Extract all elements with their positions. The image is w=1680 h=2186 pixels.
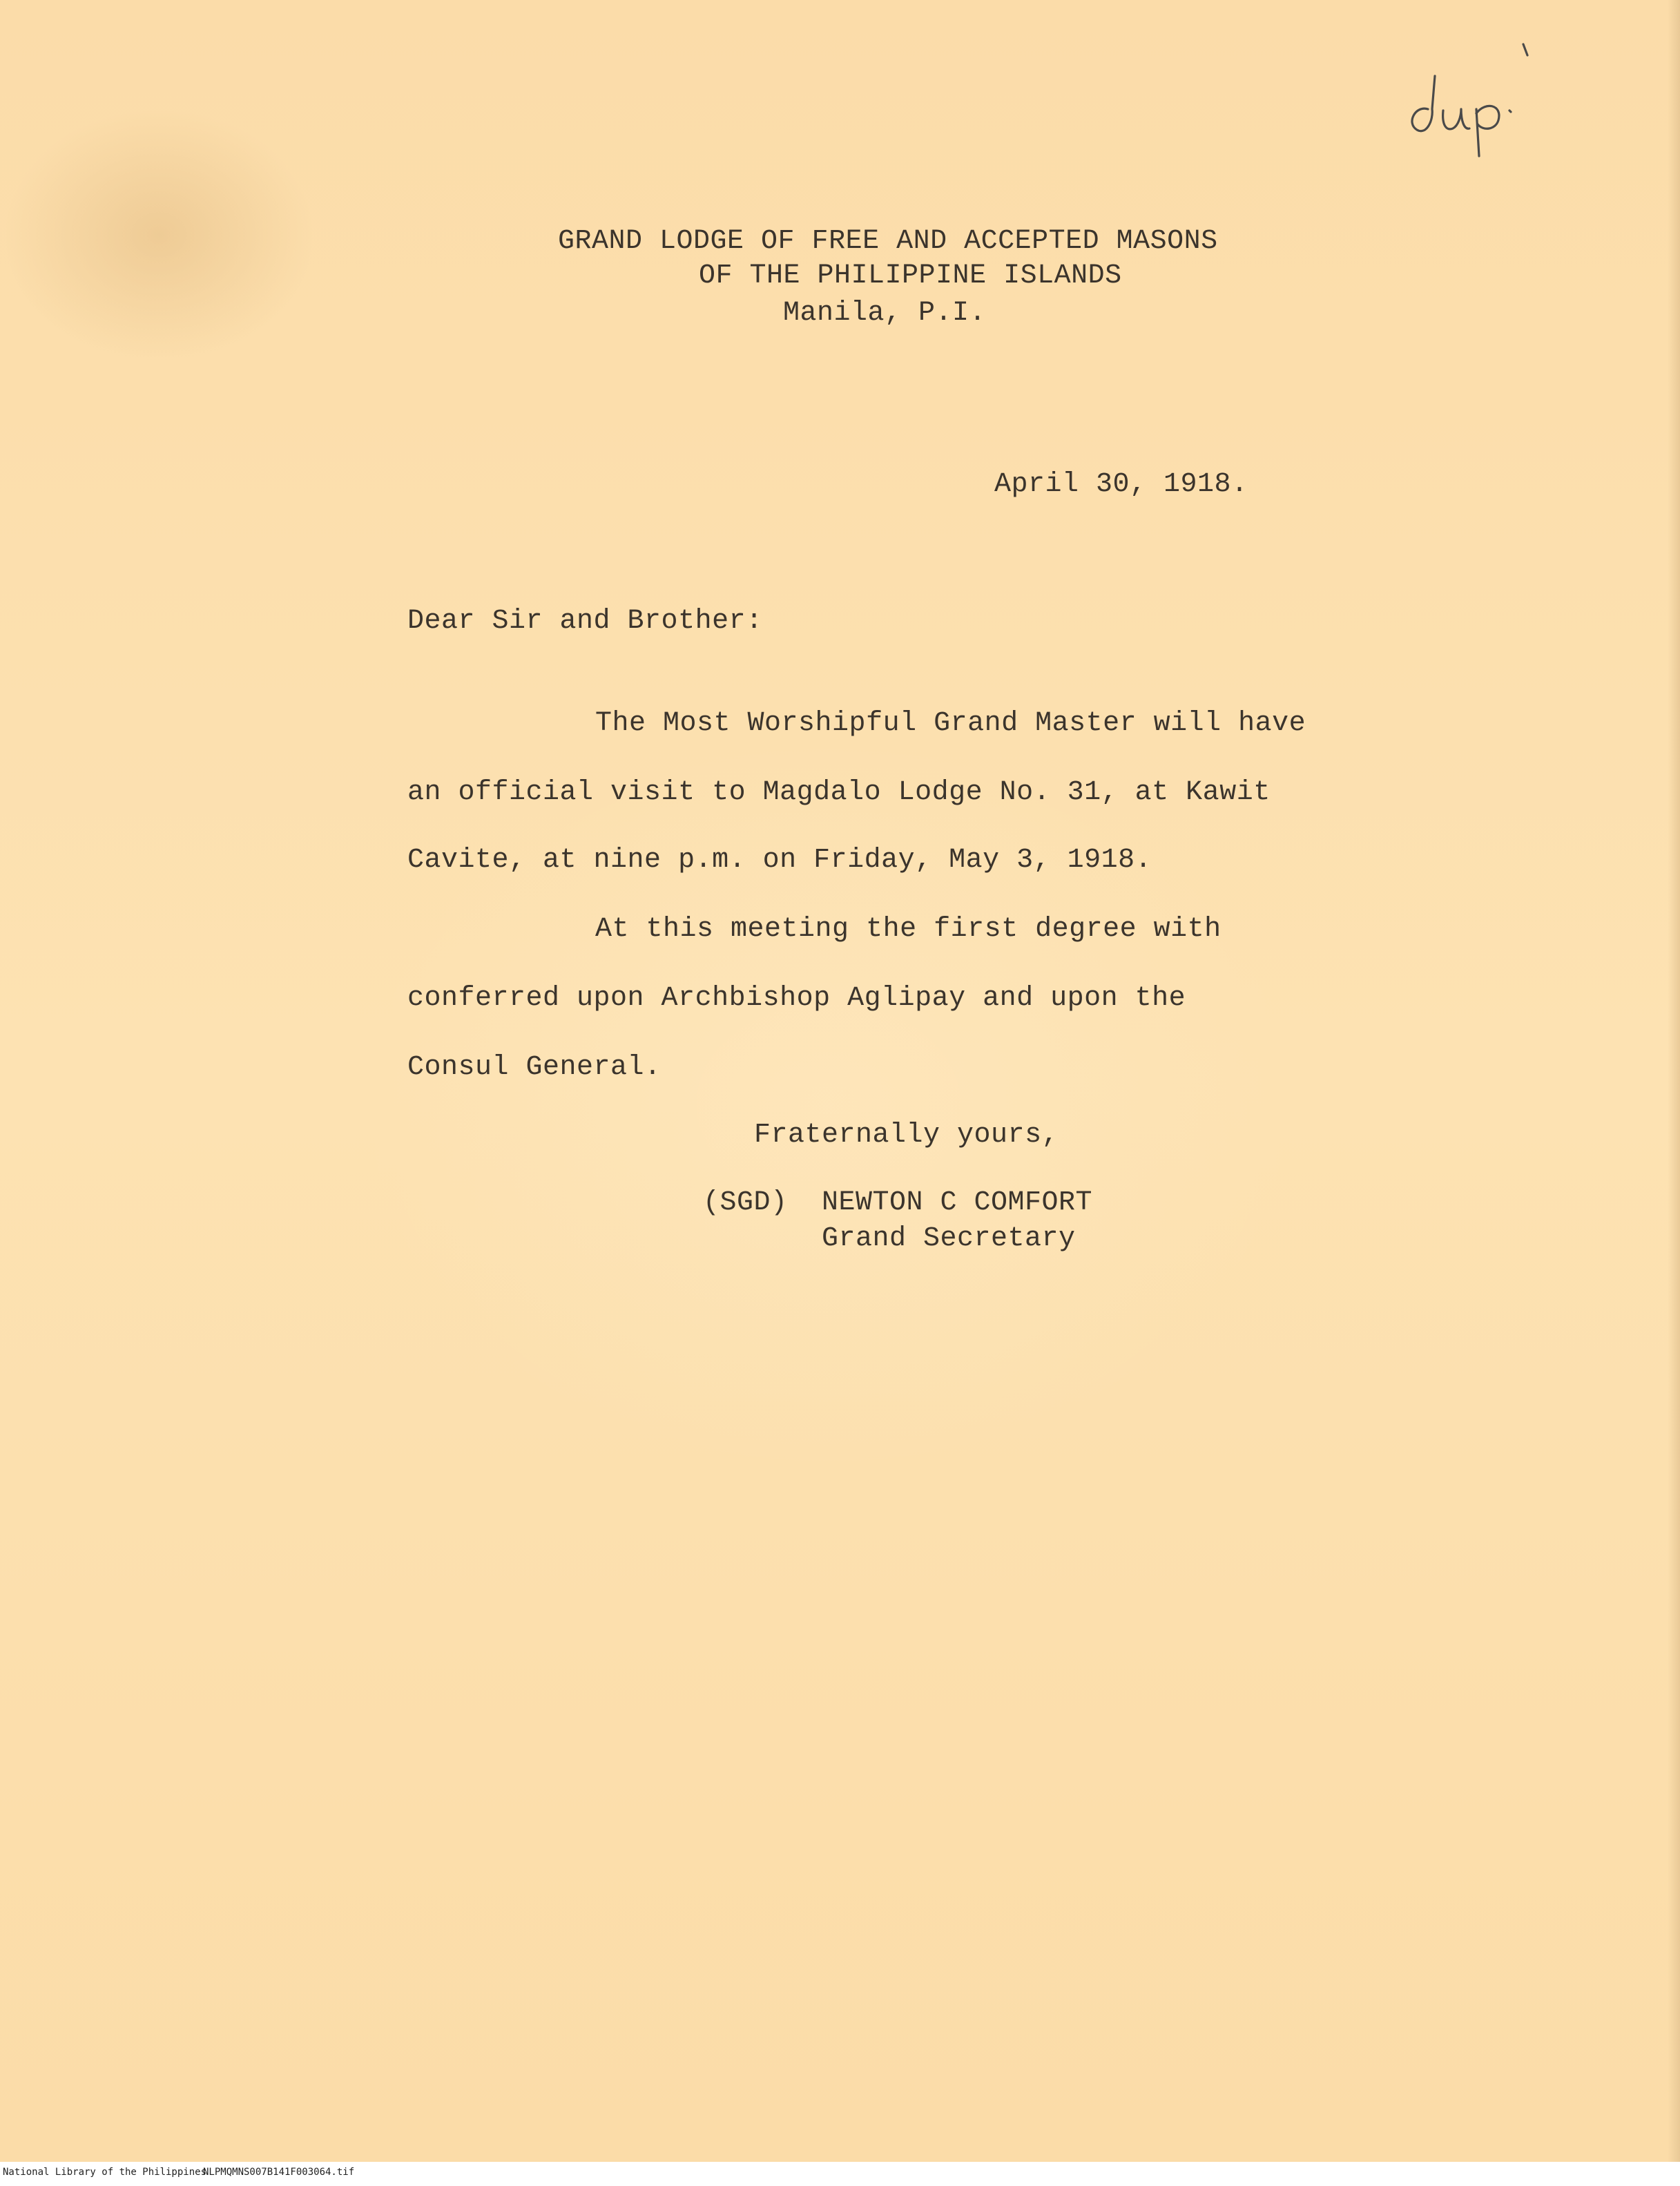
scan-footer xyxy=(0,2163,1680,2186)
body-paragraph-1-line-1: The Most Worshipful Grand Master will have xyxy=(595,708,1306,739)
letterhead-line-1: GRAND LODGE OF FREE AND ACCEPTED MASONS xyxy=(558,226,1218,257)
body-paragraph-2-line-3: Consul General. xyxy=(407,1052,662,1083)
signature-mark: (SGD) xyxy=(703,1187,788,1218)
body-paragraph-1-line-3: Cavite, at nine p.m. on Friday, May 3, 1918. xyxy=(407,845,1152,876)
footer-library-name: National Library of the Philippines xyxy=(3,2167,207,2178)
handwritten-dup-annotation xyxy=(1395,28,1588,180)
signatory-name: NEWTON C COMFORT xyxy=(822,1187,1093,1218)
paper-edge-shadow xyxy=(1668,0,1680,2162)
signatory-title: Grand Secretary xyxy=(822,1223,1076,1254)
salutation: Dear Sir and Brother: xyxy=(407,606,763,637)
footer-file-id: NLPMQMNS007B141F003064.tif xyxy=(203,2167,355,2178)
body-paragraph-2-line-1: At this meeting the first degree with xyxy=(595,914,1222,945)
letterhead-line-3: Manila, P.I. xyxy=(783,298,987,329)
letterhead-line-2: OF THE PHILIPPINE ISLANDS xyxy=(699,260,1122,291)
letter-date: April 30, 1918. xyxy=(994,469,1248,500)
body-paragraph-1-line-2: an official visit to Magdalo Lodge No. 31, at Kawit xyxy=(407,777,1271,808)
body-paragraph-2-line-2: conferred upon Archbishop Aglipay and upon the xyxy=(407,983,1186,1014)
closing: Fraternally yours, xyxy=(754,1120,1059,1151)
